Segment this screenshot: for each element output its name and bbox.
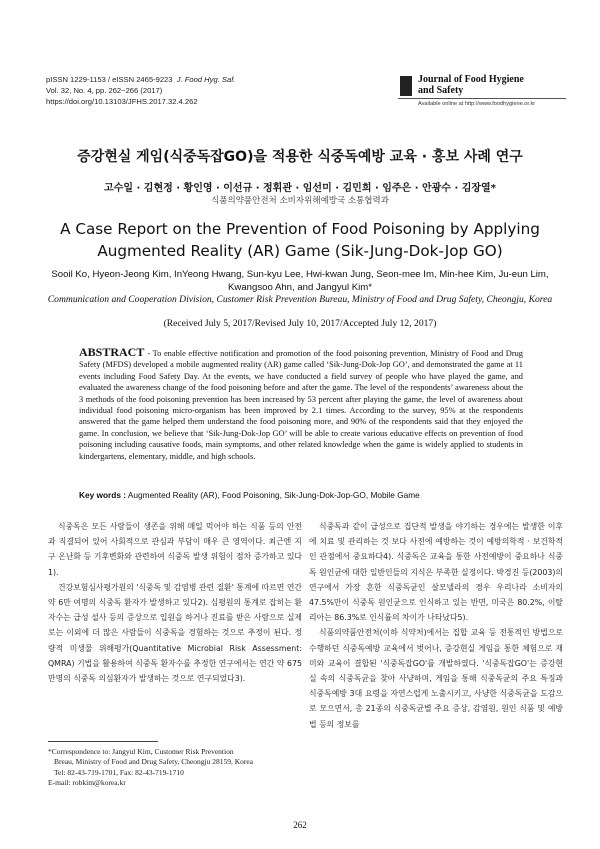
keywords-text: Augmented Reality (AR), Food Poisoning, Sik-Jung-Dok-Jop-GO, Mobile Game	[127, 490, 420, 500]
korean-authors: 고수일 · 김현정 · 황인영 · 이선규 · 정휘관 · 임선미 · 김민희 · 임주은 · 안광수 · 김장열*	[104, 183, 496, 194]
journal-logo-mark	[400, 76, 412, 96]
english-authors: Sooil Ko, Hyeon-Jeong Kim, InYeong Hwang, Sun-kyu Lee, Hwi-kwan Jung, Seon-mee Im, Min-hee Kim, Ju-eun Lim, Kwangsoo Ahn, and Jangyul Kim*	[51, 269, 549, 293]
keywords	[79, 490, 523, 500]
publication-metadata	[46, 74, 376, 107]
volume-line: Vol. 32, No. 4, pp. 262~266 (2017)	[46, 86, 163, 95]
keywords-label: Key words :	[79, 490, 127, 500]
body-paragraph: 건강보험심사평가원의 '식중독 및 감염병 관련 질환' 통계에 따르면 연간 약 6만 여명의 식중독 환자가 발생하고 있다2). 심평원의 통계로 잡히는 환자수는 급성 설사 등의 증상으로 입원을 하거나 진료를 받은 사람으로 실제로는 이외에 더 많은 사람들이 식중독을 경험하는 것으로 추정이 된다. 정량적 미생물 위해평가(Quantitative Microbial Risk Assessment: QMRA) 기법을 활용하여 식중독 환자수를 추정한 연구에서는 연간 약 675만명의 식중독 의심환자가 발생하는 것으로 연구되었다3).	[48, 582, 302, 684]
body-paragraph: 식중독과 같이 급성으로 집단적 발생을 야기하는 경우에는 발생한 이후에 치료 및 관리하는 것 보다 사전에 예방하는 것이 예방의학적 · 보건학적인 관점에서 중요하다4). 식중독은 교육을 통한 사전예방이 중요하나 식중독 원인균에 대한 일반인들의 지식은 부족한 실정이다. 박경진 등(2003)의 연구에서 가장 흔한 식중독균인 살모넬라의 경우 우리나라 소비자의 47.5%만이 식중독 원인균으로 인식하고 있는 반면, 미국은 80.2%, 이탈리아는 86.3%로 인식률의 차이가 나타났다5).	[309, 522, 563, 623]
header-divider	[398, 98, 566, 99]
abstract-body: - To enable effective notification and promotion of the food poisoning prevention, Ministry of Food and Drug Safety (MFDS) developed a mobile augmented reality (AR) game called ‘Sik-Jung-Dok-Jop GO’, and demonstrated the game at 11 events including Food Safety Day. At the events, we have conducted a field survey of people who have played the game, and evaluated the awareness change of the food poisoning before and after the game. The level of the respondents’ awareness about the 3 methods of the food poisoning prevention has been increased by 53 percent after playing the game, the level of awareness about individual food poisoning micro-organism has been improved by 2.1 times. According to the survey, 95% at the respondents answered that the game helped them understand the food poisoning more, and 90% of the respondents said that they enjoyed the game. In conclusion, we believe that ‘Sik-Jung-Dok-Jop GO’ will be able to create various educative effects on prevention of food poisoning including causative foods, main symptoms, and other related knowledge when the game is widely applied to students in kindergartens, elementary, middle, and high schools.	[79, 349, 523, 461]
journal-logo	[400, 76, 570, 98]
abstract	[79, 347, 523, 462]
korean-title: 증강현실 게임(식중독잡GO)을 적용한 식중독예방 교육 · 홍보 사례 연구	[77, 149, 523, 165]
body-paragraph: 식중독은 모든 사람들이 생존을 위해 매일 먹어야 하는 식품 등의 안전과 직결되어 있어 사회적으로 관심과 부담이 매우 큰 영역이다. 최근엔 지구 온난화 등 기후변화와 관련하여 식중독 발생 위험이 점차 증가하고 있다1).	[48, 522, 302, 577]
body-column-right	[309, 519, 563, 732]
abstract-heading: ABSTRACT	[79, 345, 145, 359]
body-paragraph: 식품의약품안전처(이하 식약처)에서는 집합 교육 등 전통적인 방법으로 수행하던 식중독예방 교육에서 벗어나, 증강현실 게임을 통한 체험으로 재미와 교육이 결합된 '식중독잡GO'를 개발하였다. '식중독잡GO'는 증강현실 속의 식중독균을 찾아 사냥하며, 게임을 통해 식중독균의 주요 특징과 식중독예방 3대 요령을 자연스럽게 노출시키고, 사냥한 식중독균을 도감으로 모으면서, 총 21종의 식중독균별 주요 증상, 감염원, 원인 식품 및 예방법 등의 정보를	[309, 628, 563, 729]
journal-abbrev: J. Food Hyg. Saf.	[176, 75, 236, 84]
doi-link[interactable]: https://doi.org/10.13103/JFHS.2017.32.4.262	[46, 97, 198, 106]
correspondence-footnote: *Correspondence to: Jangyul Kim, Customer Risk Prevention Breau, Ministry of Food and Drug Safety, Cheongju 28159, Korea Tel: 82-43-719-1701, Fax: 82-43-719-1710 E-mail: robkim@korea.kr	[48, 747, 302, 789]
body-column-left	[48, 519, 302, 686]
english-affiliation: Communication and Cooperation Division, Customer Risk Prevention Bureau, Ministry of Food and Drug Safety, Cheongju, Korea	[47, 294, 553, 305]
korean-affiliation: 식품의약품안전처 소비자위해예방국 소통협력과	[211, 196, 389, 206]
page-number: 262	[293, 820, 307, 830]
journal-name: Journal of Food Hygiene and Safety	[418, 74, 524, 96]
correspondence-email[interactable]: E-mail: robkim@korea.kr	[48, 778, 126, 788]
footnote-divider	[48, 741, 158, 742]
received-dates: (Received July 5, 2017/Revised July 10, 2017/Accepted July 12, 2017)	[163, 318, 437, 329]
english-title: A Case Report on the Prevention of Food Poisoning by Applying Augmented Reality (AR) Game (Sik-Jung-Dok-Jop GO)	[60, 220, 540, 260]
available-online[interactable]: Available online at http://www.foodhygiene.or.kr	[418, 101, 536, 107]
issn: pISSN 1229-1153 / eISSN 2465-9223	[46, 75, 173, 84]
